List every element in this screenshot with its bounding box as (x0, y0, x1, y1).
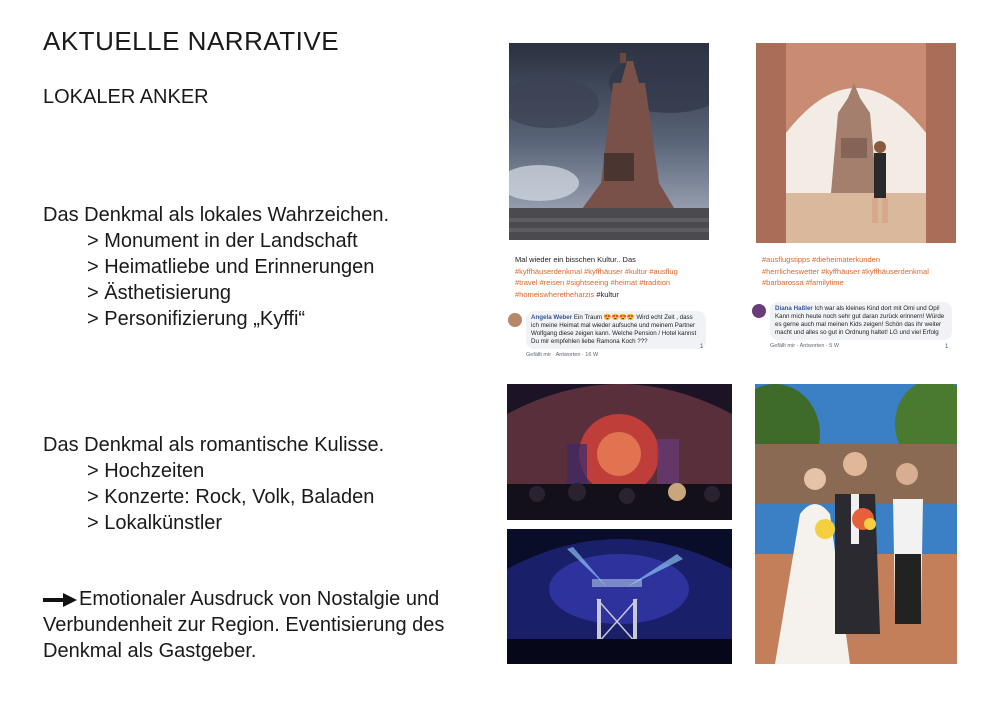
bullet-item: > Ästhetisierung (87, 282, 231, 304)
like-count: 1 (700, 344, 704, 350)
hashtags: #homeiswheretheharzis (515, 289, 595, 299)
comment-text: Ich war als kleines Kind dort mit Omi und Opi! Kann mich heute noch sehr gut daran zurück erinnern! Würde es gerne auch mal meinen Kids zeigen! Schön das ihr weiter macht und alles so gut in Ordnung haltet! LG und viel Erfolg (775, 305, 945, 336)
post1-caption (515, 254, 710, 300)
monument-photo (509, 43, 709, 240)
section-backdrop (43, 432, 384, 536)
hashtags: #herrlicheswetter #kyffhäuser #kyffhäuserdenkmal (762, 266, 929, 276)
comment-author[interactable]: Diana Haßler (775, 305, 813, 312)
page-subtitle: LOKALER ANKER (43, 86, 209, 108)
stage-photo (507, 529, 732, 664)
hashtags: #kyffhäuserdenkmal #kyffhäuser #kultur #ausflug (515, 266, 678, 276)
bullet-item: > Konzerte: Rock, Volk, Baladen (87, 486, 375, 508)
bullet-item: > Lokalkünstler (87, 512, 223, 534)
post2-caption (762, 254, 957, 289)
comment-meta[interactable]: Gefällt mir · Antworten · 16 W (526, 352, 599, 358)
bullet-item: > Hochzeiten (87, 460, 205, 482)
avatar (752, 304, 766, 318)
wedding-photo (755, 384, 957, 664)
avatar (508, 313, 522, 327)
arch-photo (756, 43, 956, 243)
hashtags: #travel #reisen #sightseeing #heimat #tradition (515, 278, 671, 287)
section-heading: Das Denkmal als romantische Kulisse. (43, 434, 385, 456)
bullet-item: > Personifizierung „Kyffi“ (87, 308, 306, 330)
hashtag-plain: #kultur (596, 289, 619, 299)
post2-comment (770, 302, 952, 350)
post1-comment (526, 311, 706, 359)
caption-text: Mal wieder ein bisschen Kultur.. Das (515, 255, 636, 264)
page-title: AKTUELLE NARRATIVE (43, 26, 340, 56)
conclusion (43, 586, 503, 664)
like-count: 1 (945, 344, 949, 350)
section-heading: Das Denkmal als lokales Wahrzeichen. (43, 204, 390, 226)
comment-text: Ein Traum 😍😍😍😍 Wird echt Zeit , dass ich meine Heimat mal wieder aufsuche und meinem Partner Wolfgang diese zeigen kann. Welche Pension / Hotel kannst Du mir empfehlen liebe Ramona Koch ??? (531, 314, 697, 345)
bullet-item: > Monument in der Landschaft (87, 230, 358, 252)
comment-author[interactable]: Angela Weber (531, 314, 573, 321)
hashtags: #ausflugstipps #dieheimaterkunden (762, 255, 880, 264)
arrow-right-icon (43, 593, 77, 607)
section-landmark (43, 202, 389, 332)
conclusion-text: Emotionaler Ausdruck von Nostalgie und Verbundenheit zur Region. Eventisierung des Denkmal als Gastgeber. (43, 588, 445, 662)
comment-meta[interactable]: Gefällt mir · Antworten · 5 W (770, 343, 840, 349)
bullet-item: > Heimatliebe und Erinnerungen (87, 256, 375, 278)
hashtags: #barbarossa #familytime (762, 278, 844, 287)
concert-photo (507, 384, 732, 520)
